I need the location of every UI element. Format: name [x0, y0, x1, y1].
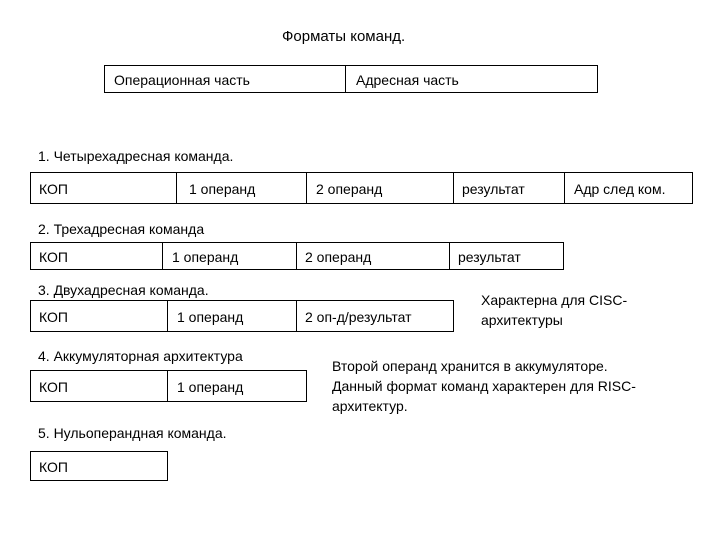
- header-divider: [345, 65, 346, 93]
- format-1-field-kop: КОП: [39, 181, 68, 197]
- header-addr-part-label: Адресная часть: [356, 72, 459, 88]
- format-5-field-kop: КОП: [39, 459, 68, 475]
- format-1-field-next-addr: Адр след ком.: [574, 181, 666, 197]
- format-4-divider: [167, 370, 168, 402]
- format-3-label: 3. Двухадресная команда.: [38, 282, 209, 298]
- format-1-divider: [176, 172, 177, 204]
- format-4-box: [30, 370, 307, 402]
- format-3-field-kop: КОП: [39, 309, 68, 325]
- page-title: Форматы команд.: [282, 28, 406, 45]
- header-op-part-label: Операционная часть: [114, 72, 250, 88]
- format-4-label: 4. Аккумуляторная архитектура: [38, 348, 243, 364]
- format-2-divider: [296, 242, 297, 270]
- cisc-note: Характерна для CISC-архитектуры: [481, 292, 628, 328]
- format-2-field-operand1: 1 операнд: [172, 249, 239, 265]
- format-2-label: 2. Трехадресная команда: [38, 221, 205, 237]
- format-1-field-result: результат: [462, 181, 525, 197]
- format-3-field-operand1: 1 операнд: [177, 309, 244, 325]
- format-3-field-operand2-result: 2 оп-д/результат: [305, 309, 412, 325]
- format-2-field-kop: КОП: [39, 249, 68, 265]
- format-1-field-operand2: 2 операнд: [316, 181, 383, 197]
- format-2-divider: [449, 242, 450, 270]
- risc-note: Второй операнд хранится в аккумуляторе. Данный формат команд характерен для RISC-архитектур.: [332, 358, 636, 414]
- format-3-divider: [296, 300, 297, 332]
- format-4-field-kop: КОП: [39, 379, 68, 395]
- format-2-divider: [162, 242, 163, 270]
- format-2-field-result: результат: [458, 249, 521, 265]
- format-1-divider: [306, 172, 307, 204]
- format-4-field-operand1: 1 операнд: [177, 379, 244, 395]
- format-1-divider: [453, 172, 454, 204]
- format-5-label: 5. Нульоперандная команда.: [38, 425, 227, 441]
- format-1-label: 1. Четырехадресная команда.: [38, 148, 234, 164]
- format-1-field-operand1: 1 операнд: [189, 181, 256, 197]
- format-3-divider: [167, 300, 168, 332]
- format-1-divider: [564, 172, 565, 204]
- format-2-field-operand2: 2 операнд: [305, 249, 372, 265]
